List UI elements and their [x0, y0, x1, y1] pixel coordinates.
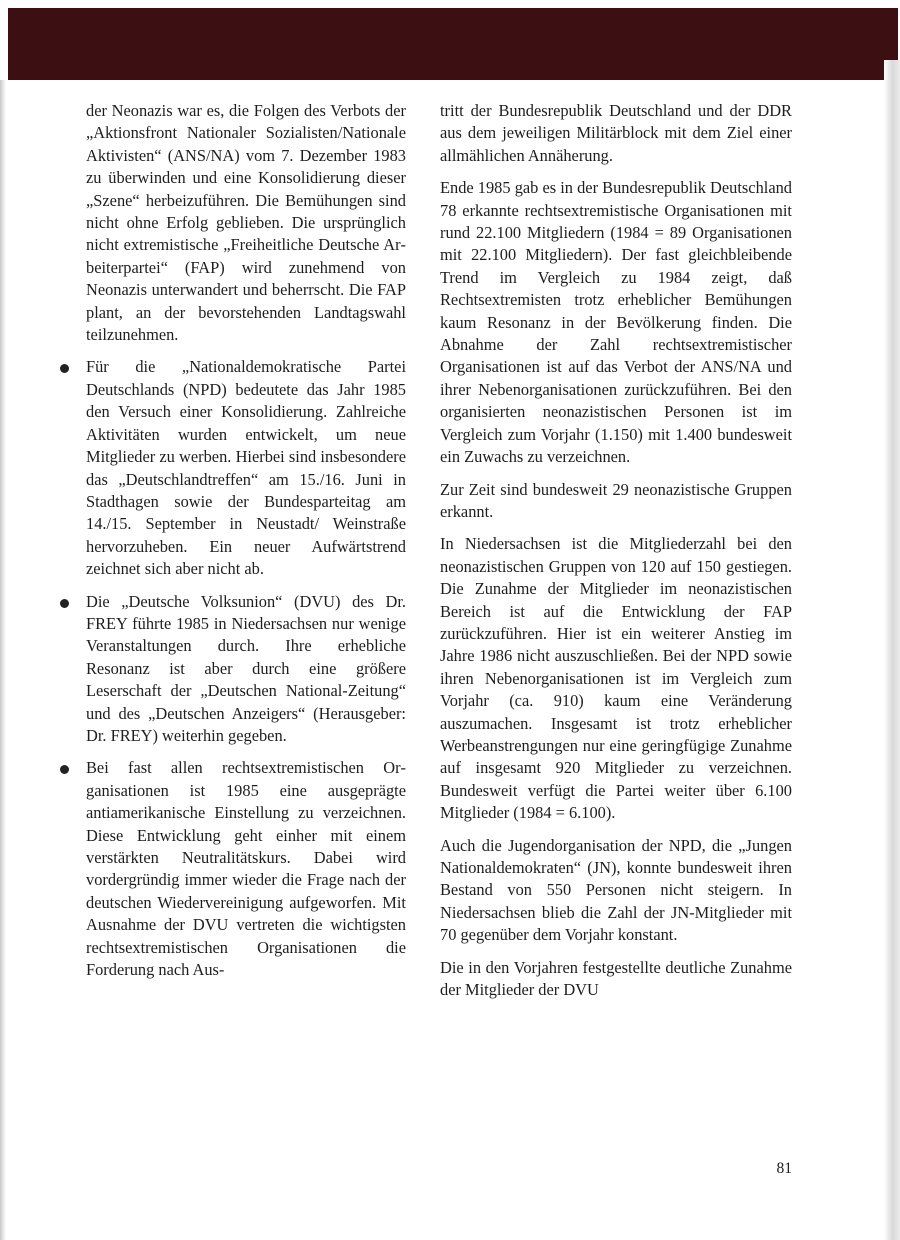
paragraph-organisationen-1985: Ende 1985 gab es in der Bundesrepublik Deutschland 78 erkannte rechtsextremistische Organisationen mit rund 22.100 Mitgliedern (1984 = 89 Organisationen mit 22.100 Mitgliedern). Der fast gleichbleibende Trend im Vergleich zu 1984 zeigt, daß Rechtsextremisten trotz erheblicher Bemühungen kaum Resonanz in der Bevölkerung finden. Die Abnahme der Zahl rechtsextremistischer Organisationen ist auf das Verbot der ANS/NA und ihrer Nebenorganisationen zurückzuführen. Bei den organisierten neonazistischen Personen ist im Vergleich zum Vorjahr (1.150) mit 1.400 bundesweit ein Zuwachs zu verzeichnen.: [440, 178, 792, 467]
left-text-column: [86, 100, 406, 981]
bullet-text: Für die „Nationaldemokratische Partei Deutschlands (NPD) bedeutete das Jahr 1985 den Versuch einer Konsolidierung. Zahlreiche Aktivitäten wurden entwickelt, um neue Mitglieder zu werben. Hierbei sind insbesondere das „Deutschlandtreffen“ am 15./16. Juni in Stadthagen sowie der Bundesparteitag am 14./15. September in Neustadt/ Weinstraße hervorzuheben. Ein neuer Aufwärtstrend zeichnet sich aber nicht ab.: [86, 357, 406, 579]
bullet-item-dvu: [86, 591, 406, 748]
bullet-item-antiamerican: [86, 757, 406, 981]
bullet-dot-icon: [60, 765, 69, 774]
bullet-dot-icon: [60, 364, 69, 373]
page-number: 81: [776, 1160, 792, 1177]
bullet-text: Bei fast allen rechtsextremistischen Organisationen ist 1985 eine ausgeprägte antiamerikanische Einstellung zu verzeichnen. Diese Entwicklung geht einher mit einem verstärkten Neutralitätskurs. Dabei wird vordergründig immer wieder die Frage nach der deutschen Wiedervereinigung aufgeworfen. Mit Ausnahme der DVU vertreten die wichtigsten rechtsextremistischen Organisationen die Forderung nach Aus-: [86, 758, 406, 980]
scan-top-band: [8, 8, 898, 80]
intro-paragraph: der Neonazis war es, die Folgen des Verbots der „Aktionsfront Nationaler Sozialisten/Nationale Aktivisten“ (ANS/NA) vom 7. Dezember 1983 zu überwinden und eine Konsolidierung dieser „Szene“ herbeizuführen. Die Bemühungen sind nicht ohne Erfolg geblieben. Die ursprünglich nicht extremistische „Freiheitliche Deutsche Arbeiterpartei“ (FAP) wird zunehmend von Neonazis unterwandert und beherrscht. Die FAP plant, an der bevorstehenden Landtagswahl teilzunehmen.: [86, 101, 406, 345]
bullet-dot-icon: [60, 599, 69, 608]
bullet-text: Die „Deutsche Volksunion“ (DVU) des Dr. FREY führte 1985 in Niedersachsen nur wenige Veranstaltungen durch. Ihre erhebliche Resonanz ist aber durch eine größere Leserschaft der „Deutschen National-Zeitung“ und des „Deutschen Anzeigers“ (Herausgeber: Dr. FREY) weiterhin gegeben.: [86, 591, 406, 745]
scan-right-edge: [884, 60, 900, 1240]
paragraph-jugendorganisation: Auch die Jugendorganisation der NPD, die „Jungen Nationaldemokraten“ (JN), konnte bundesweit ihren Bestand von 550 Personen nicht steigern. In Niedersachsen blieb die Zahl der JN-Mitglieder mit 70 gegenüber dem Vorjahr konstant.: [440, 835, 792, 945]
paragraph-niedersachsen: In Niedersachsen ist die Mitgliederzahl bei den neonazistischen Gruppen von 120 auf 150 gestiegen. Die Zunahme der Mitglieder im neonazistischen Bereich ist auf die Entwicklung der FAP zurückzuführen. Hier ist ein weiterer Anstieg im Jahre 1986 nicht auszuschließen. Bei der NPD sowie ihren Nebenorganisationen ist im Vergleich zum Vorjahr (ca. 910) kaum eine Veränderung auszumachen. Insgesamt ist trotz erheblicher Werbeanstrengungen nur eine geringfügige Zunahme auf insgesamt 920 Mitglieder zu verzeichnen. Bundesweit verfügt die Partei weiter über 6.100 Mitglieder (1984 = 6.100).: [440, 534, 792, 823]
right-text-column: [440, 100, 792, 1001]
paragraph-neonazi-gruppen: Zur Zeit sind bundesweit 29 neonazistische Gruppen erkannt.: [440, 479, 792, 521]
scan-left-edge-shadow: [0, 80, 6, 1240]
paragraph-militaerblock: tritt der Bundesrepublik Deutschland und der DDR aus dem jeweiligen Militärblock mit dem Ziel einer allmählichen Annäherung.: [440, 101, 792, 165]
bullet-item-npd: [86, 356, 406, 580]
paragraph-dvu: Die in den Vorjahren festgestellte deutliche Zunahme der Mitglieder der DVU: [440, 957, 792, 1000]
